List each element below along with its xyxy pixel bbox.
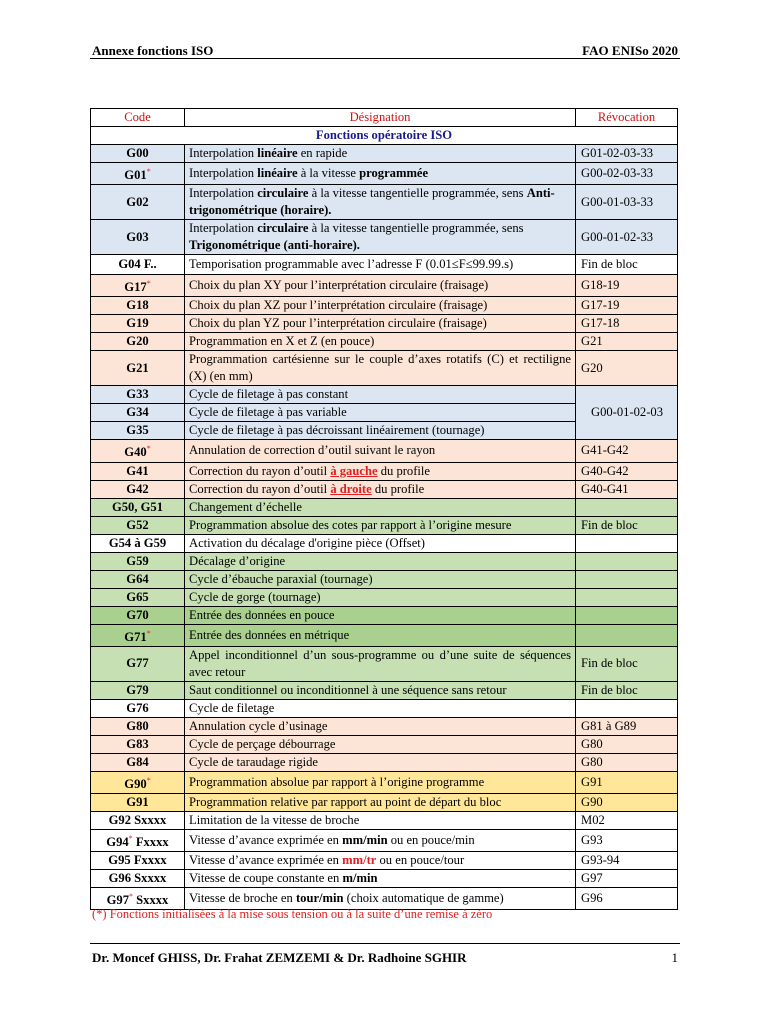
cell-code [91, 255, 185, 275]
cell-designation [185, 220, 576, 255]
table-row [91, 185, 678, 220]
cell-code [91, 570, 185, 588]
cell-code [91, 220, 185, 255]
designation-text: Interpolation [189, 166, 258, 181]
table-row [91, 646, 678, 681]
code-text: G42 [126, 481, 149, 496]
header-divider [90, 58, 680, 59]
cell-designation [185, 333, 576, 351]
footnote: (*) Fonctions initialisées à la mise sous tension ou à la suite d’une remise à zéro [92, 907, 493, 921]
cell-code [91, 735, 185, 753]
cell-designation [185, 422, 576, 440]
table-row [91, 480, 678, 498]
cell-code [91, 552, 185, 570]
cell-designation [185, 570, 576, 588]
designation-text: Activation du décalage d'origine pièce (Offset) [189, 535, 425, 550]
cell-revocation [576, 534, 678, 552]
table-row [91, 351, 678, 386]
cell-code [91, 753, 185, 771]
code-suffix: Fxxxx [132, 835, 169, 850]
cell-code [91, 462, 185, 480]
cell-designation [185, 516, 576, 534]
designation-text: du profile [377, 463, 431, 478]
code-text: G77 [126, 656, 149, 671]
designation-text: Anti-trigonométrique (horaire). [189, 186, 555, 218]
code-text: G96 Sxxxx [108, 871, 167, 886]
designation-text: Annulation cycle d’usinage [189, 718, 328, 733]
cell-revocation: G21 [576, 333, 678, 351]
cell-code [91, 699, 185, 717]
col-header-designation: Désignation [185, 109, 576, 127]
designation-text: en rapide [297, 146, 348, 160]
page-number: 1 [671, 950, 678, 965]
cell-code [91, 516, 185, 534]
code-text: G76 [126, 700, 149, 715]
cell-code [91, 771, 185, 793]
cell-revocation: G96 [576, 888, 678, 910]
table-row [91, 498, 678, 516]
cell-designation [185, 606, 576, 624]
designation-text: à la vitesse [297, 166, 360, 181]
cell-code [91, 811, 185, 829]
cell-revocation: Fin de bloc [576, 516, 678, 534]
cell-code [91, 404, 185, 422]
section-row [91, 127, 678, 145]
code-text: G65 [126, 589, 149, 604]
cell-revocation [576, 606, 678, 624]
cell-designation [185, 255, 576, 275]
table-row [91, 315, 678, 333]
designation-text: tour/min [295, 891, 344, 906]
code-text: G94 [106, 835, 129, 850]
cell-code [91, 829, 185, 851]
table-row [91, 297, 678, 315]
cell-designation [185, 480, 576, 498]
code-text: G97 [106, 893, 130, 908]
cell-revocation: G93 [576, 829, 678, 851]
code-text: G41 [126, 463, 149, 478]
table-row [91, 771, 678, 793]
table-row [91, 606, 678, 624]
code-text: G79 [126, 682, 149, 697]
designation-text: ou en pouce/min [387, 833, 475, 848]
designation-text: Cycle de filetage à pas constant [189, 387, 349, 402]
cell-designation [185, 145, 576, 163]
cell-designation [185, 717, 576, 735]
cell-revocation: G18-19 [576, 275, 678, 297]
cell-revocation: G80 [576, 735, 678, 753]
cell-revocation [576, 570, 678, 588]
code-text: G19 [126, 316, 149, 331]
cell-revocation: G93-94 [576, 852, 678, 870]
cell-designation [185, 753, 576, 771]
cell-designation [185, 681, 576, 699]
designation-text: Décalage d’origine [189, 553, 286, 568]
designation-text: Cycle de filetage à pas variable [189, 405, 347, 420]
designation-text: Choix du plan XY pour l’interprétation circulaire (fraisage) [189, 278, 489, 293]
code-text: G50, G51 [111, 499, 164, 514]
cell-revocation [576, 498, 678, 516]
table-row [91, 753, 678, 771]
designation-text: ou en pouce/tour [376, 853, 465, 868]
code-suffix: Sxxxx [133, 893, 169, 908]
designation-text: Programmation absolue des cotes par rapport à l’origine mesure [189, 517, 512, 532]
cell-code [91, 480, 185, 498]
code-text: G40 [124, 445, 147, 460]
cell-code [91, 852, 185, 870]
designation-text: à la vitesse tangentielle programmée, sens [308, 221, 524, 236]
cell-code [91, 351, 185, 386]
cell-code [91, 498, 185, 516]
designation-text: linéaire [257, 146, 298, 160]
cell-code [91, 333, 185, 351]
code-text: G84 [126, 754, 149, 769]
cell-code [91, 386, 185, 404]
designation-text: Entrée des données en métrique [189, 627, 350, 642]
cell-revocation [576, 624, 678, 646]
designation-text: Choix du plan YZ pour l’interprétation circulaire (fraisage) [189, 316, 487, 331]
code-text: G54 à G59 [108, 535, 167, 550]
table-row [91, 333, 678, 351]
cell-code [91, 793, 185, 811]
cell-designation [185, 870, 576, 888]
code-text: G64 [126, 571, 149, 586]
cell-designation [185, 699, 576, 717]
cell-code [91, 681, 185, 699]
code-text: G91 [126, 794, 149, 809]
designation-text: m/min [342, 871, 378, 886]
designation-text: à droite [330, 481, 372, 496]
cell-revocation [576, 699, 678, 717]
table-row [91, 570, 678, 588]
cell-code [91, 422, 185, 440]
initial-state-asterisk: * [128, 833, 133, 843]
cell-revocation: G40-G42 [576, 462, 678, 480]
cell-designation [185, 185, 576, 220]
designation-text: Changement d’échelle [189, 499, 302, 514]
cell-code [91, 870, 185, 888]
designation-text: programmée [359, 166, 429, 181]
initial-state-asterisk: * [146, 444, 151, 454]
designation-text: Vitesse de coupe constante en [189, 871, 343, 886]
code-text: G70 [126, 607, 149, 622]
code-text: G33 [126, 387, 149, 402]
designation-text: Correction du rayon d’outil [189, 481, 331, 496]
cell-revocation: G20 [576, 351, 678, 386]
designation-text: Vitesse d’avance exprimée en [189, 833, 343, 848]
designation-text: Limitation de la vitesse de broche [189, 812, 360, 827]
designation-text: Interpolation [189, 221, 258, 236]
designation-text: Interpolation [189, 146, 258, 160]
code-text: G17 [124, 280, 147, 295]
code-text: G01 [124, 168, 147, 183]
footer-divider [90, 943, 680, 944]
cell-revocation: G00-02-03-33 [576, 163, 678, 185]
designation-text: à gauche [330, 463, 378, 478]
code-text: G20 [126, 334, 149, 349]
cell-designation [185, 163, 576, 185]
table-row [91, 552, 678, 570]
cell-code [91, 646, 185, 681]
designation-text: Cycle de gorge (tournage) [189, 589, 321, 604]
cell-revocation: G17-19 [576, 297, 678, 315]
cell-code [91, 315, 185, 333]
table-row [91, 735, 678, 753]
cell-designation [185, 297, 576, 315]
designation-text: Programmation cartésienne sur le couple d’axes rotatifs (C) et rectiligne (X) (en mm) [189, 352, 571, 384]
table-row [91, 440, 678, 462]
cell-designation [185, 275, 576, 297]
code-text: G18 [126, 298, 149, 313]
cell-code [91, 717, 185, 735]
table-row [91, 534, 678, 552]
cell-revocation: G01-02-03-33 [576, 145, 678, 163]
cell-designation [185, 440, 576, 462]
designation-text: Temporisation programmable avec l’adresse F (0.01≤F≤99.99.s) [189, 257, 514, 272]
designation-text: Programmation relative par rapport au point de départ du bloc [189, 794, 502, 809]
designation-text: Cycle d’ébauche paraxial (tournage) [189, 571, 373, 586]
initial-state-asterisk: * [146, 279, 151, 289]
code-text: G21 [126, 360, 149, 375]
cell-revocation: Fin de bloc [576, 681, 678, 699]
cell-designation [185, 534, 576, 552]
cell-designation [185, 498, 576, 516]
cell-code [91, 297, 185, 315]
designation-text: Vitesse d’avance exprimée en [189, 853, 343, 868]
table-row [91, 624, 678, 646]
cell-revocation: G97 [576, 870, 678, 888]
table-row [91, 852, 678, 870]
code-text: G00 [126, 146, 149, 160]
iso-functions-table [90, 108, 678, 910]
cell-designation [185, 735, 576, 753]
table-row [91, 811, 678, 829]
code-text: G52 [126, 517, 149, 532]
designation-text: Cycle de filetage à pas décroissant linéairement (tournage) [189, 423, 485, 438]
code-text: G90 [124, 776, 147, 791]
designation-text: Programmation en X et Z (en pouce) [189, 334, 375, 349]
cell-designation [185, 386, 576, 404]
cell-revocation: G81 à G89 [576, 717, 678, 735]
cell-designation [185, 793, 576, 811]
cell-designation [185, 552, 576, 570]
designation-text: Cycle de filetage [189, 700, 275, 715]
initial-state-asterisk: * [146, 628, 151, 638]
table-row [91, 145, 678, 163]
table-row [91, 220, 678, 255]
cell-designation [185, 646, 576, 681]
cell-revocation: Fin de bloc [576, 646, 678, 681]
cell-code [91, 534, 185, 552]
designation-text: Interpolation [189, 186, 258, 201]
cell-designation [185, 852, 576, 870]
designation-text: mm/min [342, 833, 388, 848]
cell-designation [185, 771, 576, 793]
cell-designation [185, 588, 576, 606]
col-header-code: Code [91, 109, 185, 127]
cell-revocation: G90 [576, 793, 678, 811]
cell-code [91, 275, 185, 297]
cell-designation [185, 462, 576, 480]
code-text: G92 Sxxxx [108, 812, 167, 827]
table-header-row [91, 109, 678, 127]
table-row [91, 386, 678, 404]
cell-revocation: G91 [576, 771, 678, 793]
cell-designation [185, 315, 576, 333]
designation-text: Annulation de correction d’outil suivant le rayon [189, 443, 436, 458]
code-text: G03 [126, 229, 149, 244]
designation-text: linéaire [257, 166, 298, 181]
cell-revocation: M02 [576, 811, 678, 829]
designation-text: circulaire [257, 221, 309, 236]
designation-text: du profile [371, 481, 425, 496]
cell-designation [185, 624, 576, 646]
cell-revocation [576, 552, 678, 570]
cell-code [91, 185, 185, 220]
cell-code [91, 588, 185, 606]
table-body [91, 127, 678, 910]
cell-code [91, 440, 185, 462]
table-row [91, 588, 678, 606]
header-right-title: FAO ENISo 2020 [582, 43, 678, 58]
cell-revocation [576, 588, 678, 606]
cell-designation [185, 351, 576, 386]
cell-code [91, 606, 185, 624]
designation-text: Saut conditionnel ou inconditionnel à une séquence sans retour [189, 682, 507, 697]
table-row [91, 829, 678, 851]
designation-text: Correction du rayon d’outil [189, 463, 331, 478]
col-header-revocation: Révocation [576, 109, 678, 127]
table-row [91, 793, 678, 811]
table-row [91, 462, 678, 480]
cell-designation [185, 404, 576, 422]
cell-designation [185, 829, 576, 851]
cell-revocation: G00-01-02-03 [576, 386, 678, 440]
table-row [91, 699, 678, 717]
code-text: G04 F.. [118, 257, 157, 272]
table-row [91, 717, 678, 735]
table-row [91, 516, 678, 534]
table-row [91, 163, 678, 185]
initial-state-asterisk: * [146, 167, 151, 176]
code-text: G71 [124, 629, 147, 644]
cell-code [91, 624, 185, 646]
cell-designation [185, 811, 576, 829]
cell-revocation: G17-18 [576, 315, 678, 333]
cell-revocation: G80 [576, 753, 678, 771]
header-left-title: Annexe fonctions ISO [92, 43, 214, 58]
cell-revocation: G00-01-03-33 [576, 185, 678, 220]
designation-text: mm/tr [342, 853, 377, 868]
table-row [91, 275, 678, 297]
designation-text: circulaire [257, 186, 309, 201]
cell-revocation: G00-01-02-33 [576, 220, 678, 255]
designation-text: Entrée des données en pouce [189, 607, 335, 622]
code-text: G95 Fxxxx [108, 853, 167, 868]
table-row [91, 255, 678, 275]
designation-text: à la vitesse tangentielle programmée, sens [308, 186, 527, 201]
cell-revocation: G40-G41 [576, 480, 678, 498]
designation-text: Cycle de perçage débourrage [189, 736, 336, 751]
code-text: G02 [126, 194, 149, 209]
designation-text: Appel inconditionnel d’un sous-programme ou d’une suite de séquences avec retour [189, 647, 571, 679]
code-text: G34 [126, 405, 149, 420]
table-row [91, 870, 678, 888]
initial-state-asterisk: * [146, 775, 151, 785]
designation-text: Trigonométrique (anti-horaire). [189, 238, 360, 253]
code-text: G35 [126, 423, 149, 438]
designation-text: Programmation absolue par rapport à l’origine programme [189, 774, 485, 789]
designation-text: (choix automatique de gamme) [343, 891, 504, 906]
cell-code [91, 163, 185, 185]
code-text: G83 [126, 736, 149, 751]
designation-text: Cycle de taraudage rigide [189, 754, 319, 769]
footer-authors: Dr. Moncef GHISS, Dr. Frahat ZEMZEMI & Dr. Radhoine SGHIR [92, 950, 467, 965]
designation-text: Choix du plan XZ pour l’interprétation circulaire (fraisage) [189, 298, 488, 313]
initial-state-asterisk: * [129, 892, 134, 902]
section-title: Fonctions opératoire ISO [91, 127, 678, 145]
table-row [91, 681, 678, 699]
designation-text: Vitesse de broche en [189, 891, 296, 906]
cell-revocation: Fin de bloc [576, 255, 678, 275]
code-text: G80 [126, 718, 149, 733]
code-text: G59 [126, 553, 149, 568]
cell-revocation: G41-G42 [576, 440, 678, 462]
cell-code [91, 145, 185, 163]
